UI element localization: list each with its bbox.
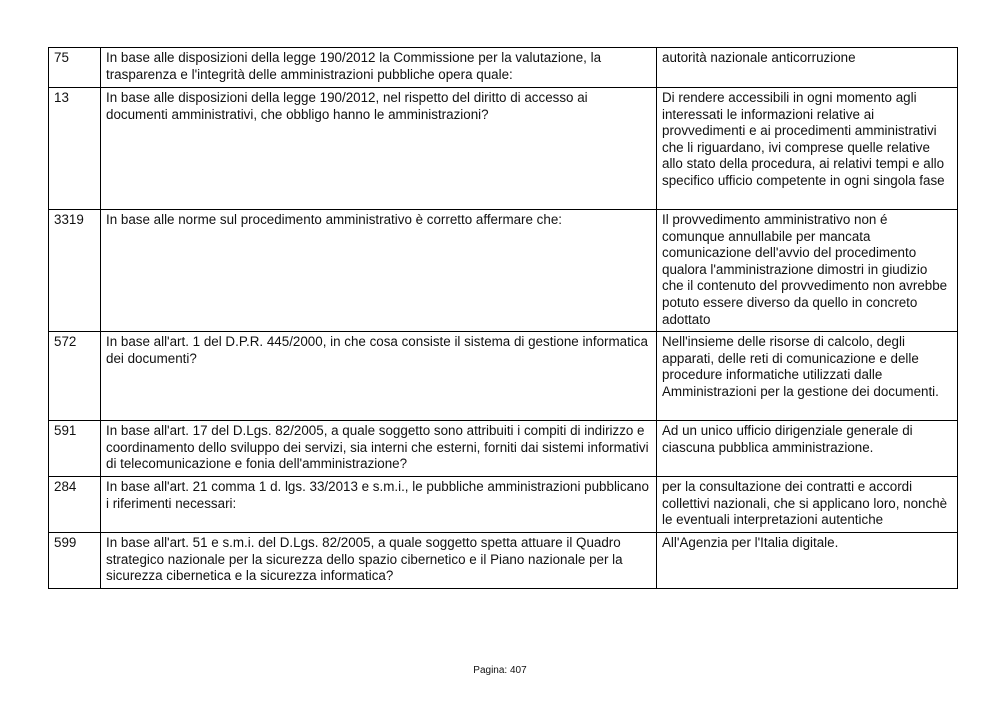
question-id: 3319 (49, 210, 101, 332)
answer-text: autorità nazionale anticorruzione (657, 48, 958, 88)
table-row (49, 533, 958, 589)
table-row (49, 421, 958, 477)
question-text: In base alle disposizioni della legge 190/2012 la Commissione per la valutazione, la trasparenza e l'integrità delle amministrazioni pubbliche opera quale: (101, 48, 657, 88)
table-row (49, 48, 958, 88)
question-text: In base alle norme sul procedimento amministrativo è corretto affermare che: (101, 210, 657, 332)
table-row (49, 88, 958, 210)
answer-text: Il provvedimento amministrativo non é comunque annullabile per mancata comunicazione dell'avvio del procedimento qualora l'amministrazione dimostri in giudizio che il contenuto del provvedimento non avrebbe potuto essere diverso da quello in concreto adottato (657, 210, 958, 332)
question-id: 284 (49, 477, 101, 533)
question-id: 572 (49, 332, 101, 421)
question-id: 591 (49, 421, 101, 477)
question-id: 13 (49, 88, 101, 210)
answer-text: Ad un unico ufficio dirigenziale generale di ciascuna pubblica amministrazione. (657, 421, 958, 477)
table-row (49, 332, 958, 421)
question-text: In base all'art. 51 e s.m.i. del D.Lgs. 82/2005, a quale soggetto spetta attuare il Quadro strategico nazionale per la sicurezza dello spazio cibernetico e il Piano nazionale per la sicurezza cibernetica e la sicurezza informatica? (101, 533, 657, 589)
answer-text: All'Agenzia per l'Italia digitale. (657, 533, 958, 589)
question-text: In base all'art. 21 comma 1 d. lgs. 33/2013 e s.m.i., le pubbliche amministrazioni pubblicano i riferimenti necessari: (101, 477, 657, 533)
answer-text: Di rendere accessibili in ogni momento agli interessati le informazioni relative ai provvedimenti e ai procedimenti amministrativi che li riguardano, ivi comprese quelle relative allo stato della procedura, ai relativi tempi e allo specifico ufficio competente in ogni singola fase (657, 88, 958, 210)
question-text: In base all'art. 1 del D.P.R. 445/2000, in che cosa consiste il sistema di gestione informatica dei documenti? (101, 332, 657, 421)
question-text: In base alle disposizioni della legge 190/2012, nel rispetto del diritto di accesso ai documenti amministrativi, che obbligo hanno le amministrazioni? (101, 88, 657, 210)
question-id: 75 (49, 48, 101, 88)
answer-text: per la consultazione dei contratti e accordi collettivi nazionali, che si applicano loro, nonchè le eventuali interpretazioni autentiche (657, 477, 958, 533)
table-row (49, 210, 958, 332)
question-id: 599 (49, 533, 101, 589)
questions-table (48, 47, 958, 589)
question-text: In base all'art. 17 del D.Lgs. 82/2005, a quale soggetto sono attribuiti i compiti di indirizzo e coordinamento dello sviluppo dei servizi, sia interni che esterni, forniti dai sistemi informativi di telecomunicazione e fonia dell'amministrazione? (101, 421, 657, 477)
table-row (49, 477, 958, 533)
page-number: Pagina: 407 (473, 665, 527, 676)
answer-text: Nell'insieme delle risorse di calcolo, degli apparati, delle reti di comunicazione e delle procedure informatiche utilizzati dalle Amministrazioni per la gestione dei documenti. (657, 332, 958, 421)
